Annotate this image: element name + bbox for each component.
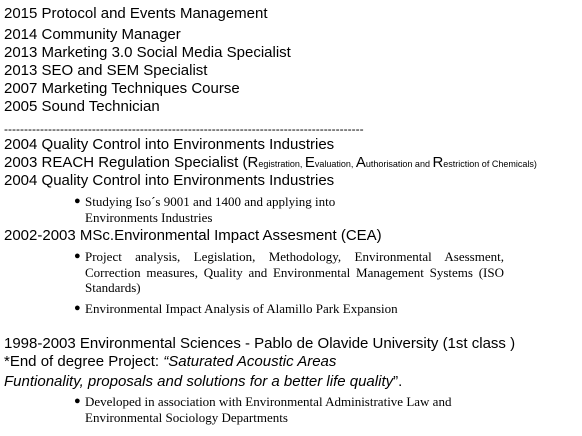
project-end: ”. bbox=[393, 373, 403, 390]
project-line bbox=[4, 353, 336, 371]
bullet-icon: ● bbox=[74, 302, 81, 314]
bullet-icon: ● bbox=[74, 250, 81, 262]
bullet-text: Environmental Impact Analysis of Alamillo Park Expansion bbox=[85, 301, 398, 316]
history-item: 2013 Marketing 3.0 Social Media Specialist bbox=[4, 44, 291, 61]
bullet-item bbox=[74, 394, 474, 425]
bullet-text: Developed in association with Environmental Administrative Law and Environmental Sociology Departments bbox=[85, 394, 452, 425]
bullet-icon: ● bbox=[74, 395, 81, 407]
reach-letter: E bbox=[304, 154, 315, 171]
experience-item: 2002-2003 MSc.Environmental Impact Assesment (CEA) bbox=[4, 227, 382, 244]
history-item: 2007 Marketing Techniques Course bbox=[4, 80, 240, 97]
project-title: “Saturated Acoustic Areas bbox=[163, 353, 337, 370]
reach-letter: R bbox=[432, 154, 444, 171]
reach-letter: R bbox=[247, 154, 259, 171]
reach-detail: egistration, bbox=[258, 159, 305, 169]
history-item: 2014 Community Manager bbox=[4, 26, 181, 43]
bullet-icon: ● bbox=[74, 195, 81, 207]
project-prefix: *End of degree Project: bbox=[4, 353, 164, 370]
bullet-item bbox=[74, 249, 504, 296]
bullet-item bbox=[74, 301, 504, 317]
project-title-cont: Funtionality, proposals and solutions for a better life quality bbox=[4, 373, 394, 390]
bullet-text: Studying Iso´s 9001 and 1400 and applying into Environments Industries bbox=[85, 194, 336, 225]
education-degree: 1998-2003 Environmental Sciences - Pablo de Olavide University (1st class ) bbox=[4, 335, 516, 352]
bullet-item bbox=[74, 194, 374, 225]
project-line-2 bbox=[4, 373, 402, 391]
reach-detail: estriction of Chemicals) bbox=[443, 159, 537, 169]
reach-detail: uthorisation and bbox=[365, 159, 433, 169]
history-item: 2013 SEO and SEM Specialist bbox=[4, 62, 208, 79]
separator-line: ------------------------------------------------------------------------------------------ bbox=[4, 122, 364, 136]
experience-item: 2004 Quality Control into Environments Industries bbox=[4, 136, 335, 153]
reach-letter: A bbox=[355, 154, 366, 171]
history-item: 2015 Protocol and Events Management bbox=[4, 5, 268, 22]
bullet-text: Project analysis, Legislation, Methodology, Environmental Asessment, Correction measures, Quality and Environmental Management Systems (ISO Standards) bbox=[85, 249, 504, 295]
experience-item-reach bbox=[4, 154, 537, 173]
reach-title: 2003 REACH Regulation Specialist ( bbox=[4, 154, 248, 171]
history-item: 2005 Sound Technician bbox=[4, 98, 160, 115]
experience-item: 2004 Quality Control into Environments Industries bbox=[4, 172, 335, 189]
reach-detail: valuation, bbox=[314, 159, 356, 169]
